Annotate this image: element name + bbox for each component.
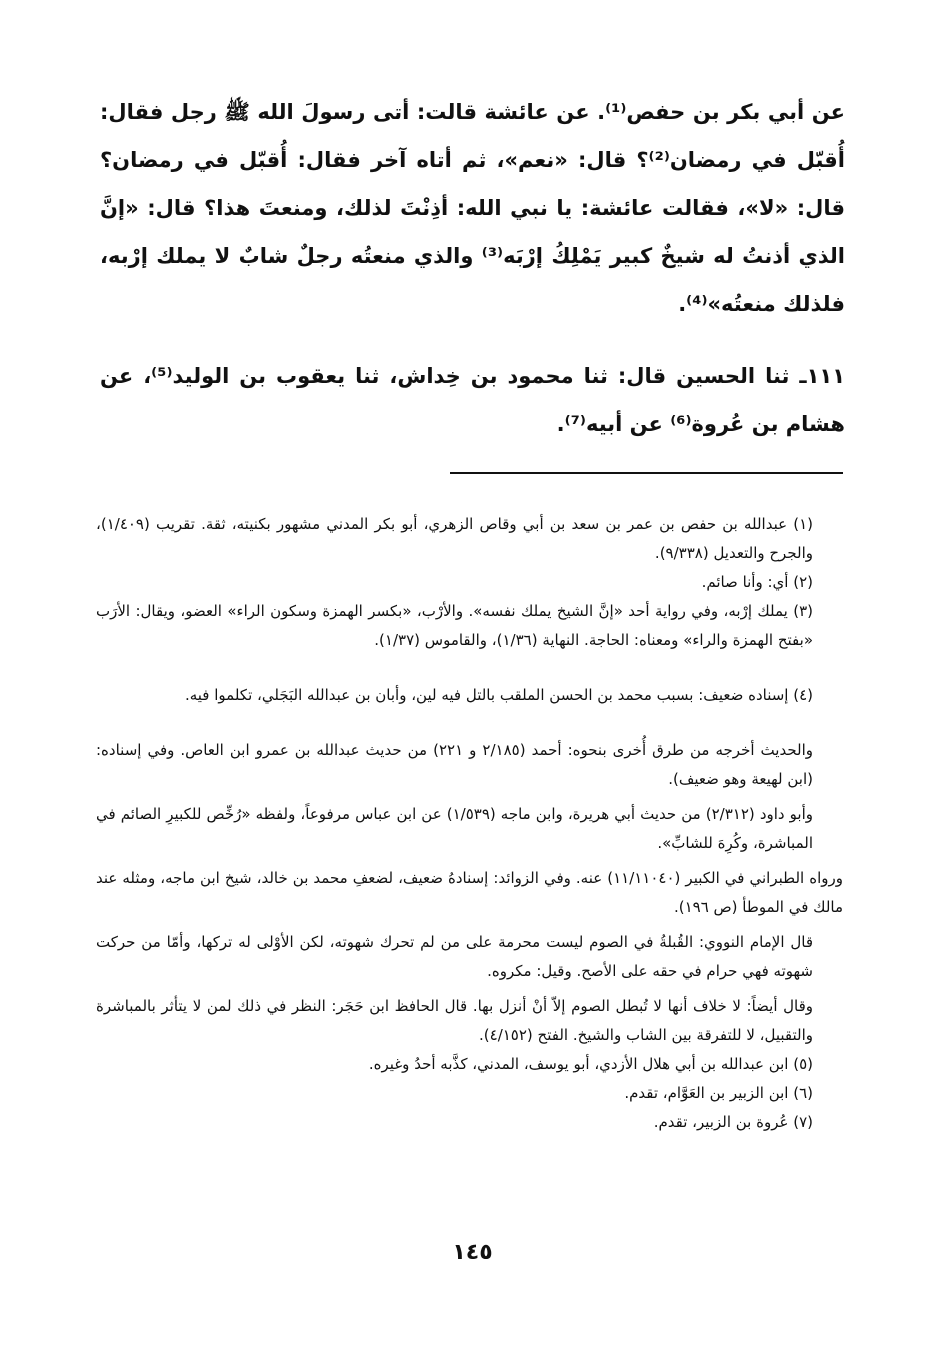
footnote-takhrij-2: وأبو داود (٢/٣١٢) من حديث أبي هريرة، وابن ماجه (١/٥٣٩) عن ابن عباس مرفوعاً، ولفظه «رُخِّص للكبيرِ الصائم في المباشرة، وكُرِهَ للشابِّ». xyxy=(96,805,813,852)
footnote-5: (٥) ابن عبدالله بن أبي هلال الأزدي، أبو يوسف، المدني، كذَّبه أحدُ وغيره. xyxy=(368,1055,813,1073)
main-text xyxy=(100,88,845,448)
footnote-separator xyxy=(450,472,843,474)
footnote-1: (١) عبدالله بن حفص بن عمر بن سعد بن أبي وقاص الزهري، أبو بكر المدني مشهور بكنيته، ثقة. تقريب (١/٤٠٩)، والجرح والتعديل (٩/٣٣٨). xyxy=(96,515,813,562)
footnote-3: (٣) يملك إرْبه، وفي رواية أحد «إنَّ الشيخ يملك نفسه». والأرْب، «بكسر الهمزة وسكون الراء» العضو، ويقال: الأرَب «بفتح الهمزة والراء» ومعناه: الحاجة. النهاية (١/٣٦)، والقاموس (١/٣٧). xyxy=(96,602,813,649)
footnotes xyxy=(96,510,843,1137)
hadith-paragraph: عن أبي بكر بن حفص⁽¹⁾. عن عائشة قالت: أتى رسولَ الله ﷺ رجل فقال: أُقبّل في رمضان⁽²⁾؟ قال: «نعم»، ثم أتاه آخر فقال: أُقبّل في رمضان؟ قال: «لا»، فقالت عائشة: يا نبي الله: أذِنْتَ لذلك، ومنعتَ هذا؟ قال: «إنَّ الذي أذنتُ له شيخٌ كبير يَمْلِكُ إرْبَه⁽³⁾ والذي منعتُه رجلٌ شابٌ لا يملك إرْبه، فلذلك منعتُه»⁽⁴⁾. xyxy=(100,100,846,316)
footnote-takhrij-1: والحديث أخرجه من طرق أُخرى بنحوه: أحمد (٢/١٨٥ و ٢٢١) من حديث عبدالله بن عمرو ابن العاص. وفي إسناده: (ابن لهيعة وهو ضعيف). xyxy=(96,741,813,788)
footnote-4: (٤) إسناده ضعيف: بسبب محمد بن الحسن الملقب بالتل فيه لين، وأبان بن عبدالله البَجَلي، تكلموا فيه. xyxy=(184,686,813,704)
page-number: ١٤٥ xyxy=(452,1240,493,1265)
footnote-takhrij-3: ورواه الطبراني في الكبير (١١/١١٠٤٠) عنه. وفي الزوائد: إسنادهُ ضعيف، لضعفِ محمد بن خالد، شيخ ابن ماجه، ومثله عند مالك في الموطأ (ص ١٩٦). xyxy=(96,869,843,916)
footnote-2: (٢) أي: وأنا صائم. xyxy=(701,573,813,591)
footnote-takhrij-5: وقال أيضاً: لا خلاف أنها لا تُبطل الصوم إلاّ أنْ أنزل بها. قال الحافظ ابن حَجَر: النظر في ذلك لمن لا يتأثر بالمباشرة والتقبيل، لا للتفرقة بين الشاب والشيخ. الفتح (٤/١٥٢). xyxy=(96,997,813,1044)
footnote-6: (٦) ابن الزبير بن العَوَّام، تقدم. xyxy=(624,1084,813,1102)
footnote-7: (٧) عُروة بن الزبير، تقدم. xyxy=(653,1113,813,1131)
footnote-takhrij-4: قال الإمام النووي: القُبلةُ في الصوم ليست محرمة على من لم تحرك شهوته، لكن الأوْلى له تركها، وأمّا من حركت شهوته فهي حرام في حقه على الأصح. وقيل: مكروه. xyxy=(96,933,813,980)
isnad-paragraph: ١١١ـ ثنا الحسين قال: ثنا محمود بن خِداش، ثنا يعقوب بن الوليد⁽⁵⁾، عن هشام بن عُروة⁽⁶⁾ عن أبيه⁽⁷⁾. xyxy=(100,364,846,436)
